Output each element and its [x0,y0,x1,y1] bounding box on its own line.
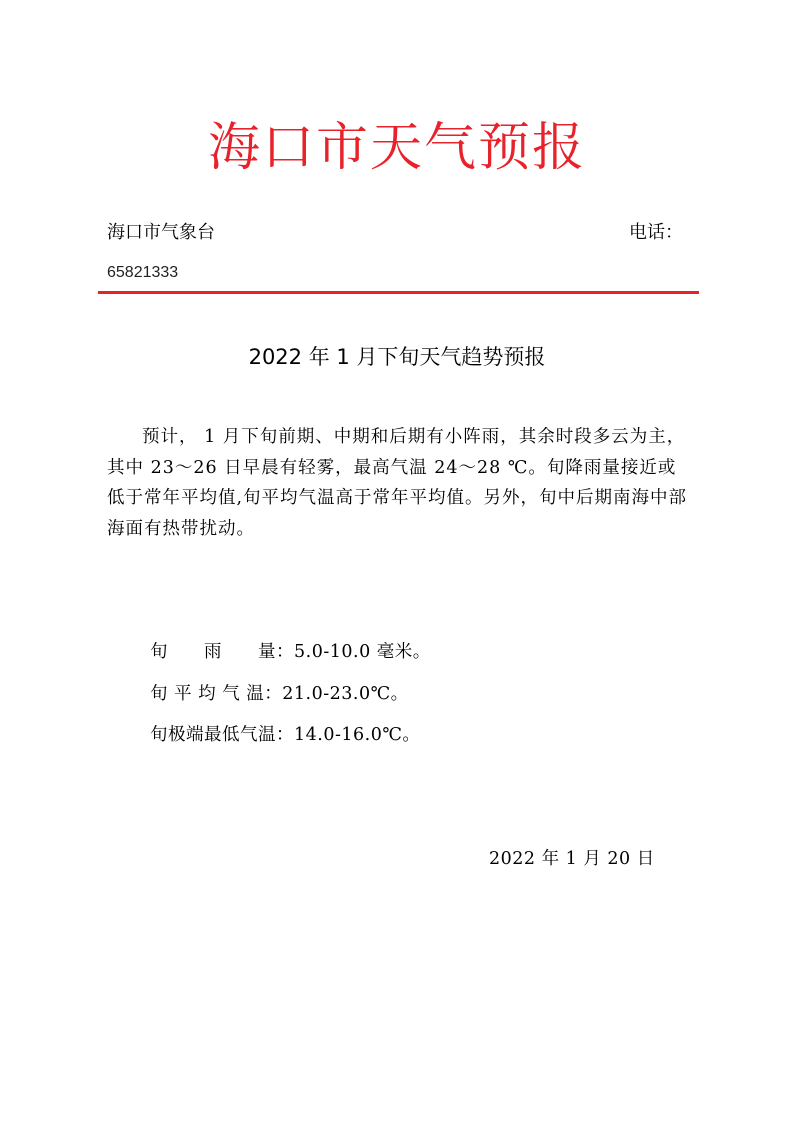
stat-extreme-min-temperature [150,721,420,749]
masthead-title: 海口市天气预报 [207,118,586,178]
issue-date: 2022 年 1 月 20 日 [489,849,655,869]
phone-number: 65821333 [107,264,179,281]
stat-average-temperature-label: 旬 平 均 气 温： [150,684,283,704]
stat-average-temperature [150,680,409,708]
stat-extreme-min-temperature-label: 旬极端最低气温： [150,725,294,745]
forecast-paragraph: 预计， 1 月下旬前期、中期和后期有小阵雨，其余时段多云为主，其中 23～26 日早晨有轻雾，最高气温 24～28 ℃。旬降雨量接近或低于常年平均值,旬平均气温高于常年平均值。另外，旬中后期南海中部海面有热带扰动。 [107,427,688,539]
stat-extreme-min-temperature-value: 14.0-16.0℃。 [294,725,421,745]
stat-rainfall [150,638,431,666]
phone-label: 电话： [629,222,683,243]
document-title: 2022 年 1 月下旬天气趋势预报 [248,345,546,369]
organization-name: 海口市气象台 [107,222,215,243]
stat-rainfall-value: 5.0-10.0 毫米。 [294,642,431,662]
red-divider [98,291,699,294]
stat-average-temperature-value: 21.0-23.0℃。 [282,684,409,704]
stat-rainfall-label: 旬 雨 量： [150,642,294,662]
